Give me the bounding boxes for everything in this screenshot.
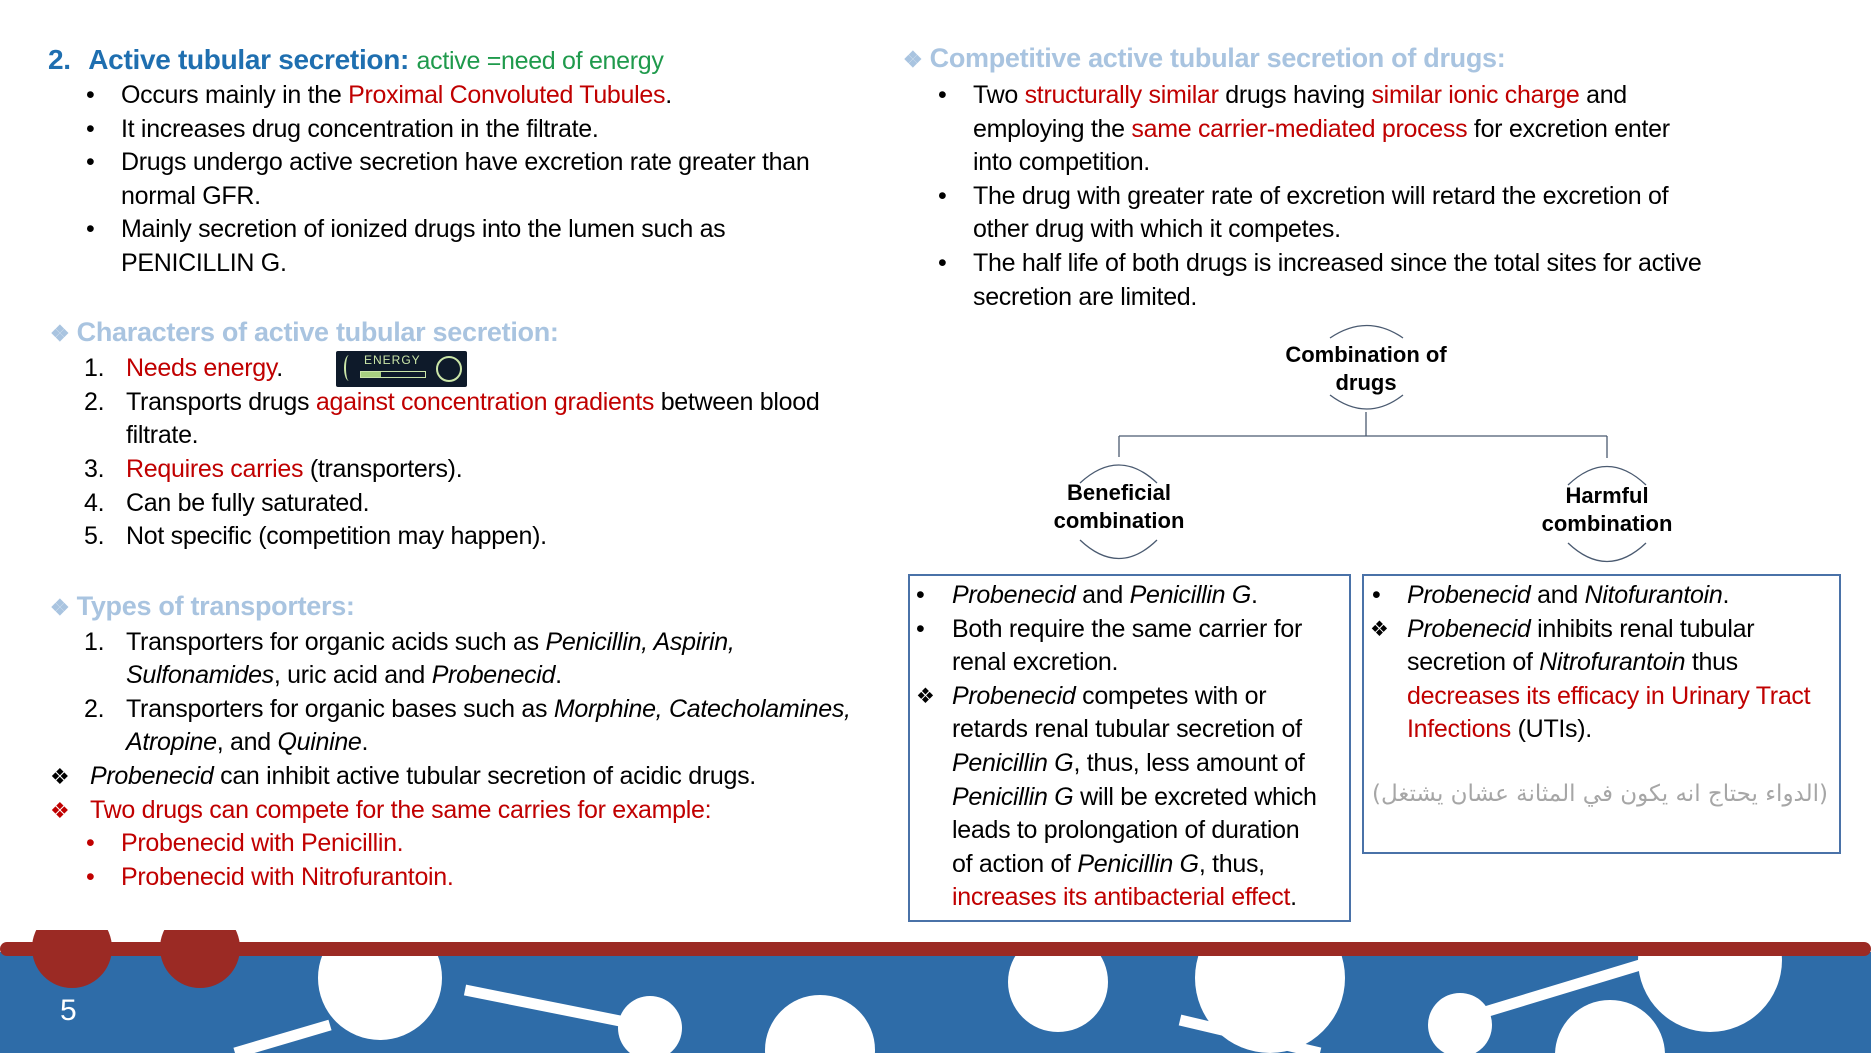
bullet-dot: •	[938, 182, 947, 210]
diamond-bullet-icon: ❖	[916, 685, 935, 708]
list-item-continuation: PENICILLIN G.	[121, 249, 287, 277]
bullet-dot: •	[86, 863, 95, 891]
section-heading-competitive: ❖ Competitive active tubular secretion of drugs:	[903, 43, 1506, 73]
diamond-bullet-icon: ❖	[1370, 618, 1389, 641]
beneficial-combination-box: • Probenecid and Penicillin G. • Both require the same carrier for renal excretion. ❖ Probenecid competes with or retards renal tubular secretion of Penicillin G, thus, less amount of Penicillin G will be excreted which leads to prolongation of duration of action of Penicillin G, thus, increases its antibacterial effect.	[908, 574, 1351, 922]
list-item-continuation: into competition.	[973, 148, 1150, 176]
compete-note: Two drugs can compete for the same carries for example:	[90, 796, 712, 824]
list-item: Drugs undergo active secretion have excretion rate greater than	[121, 148, 810, 176]
list-item: Needs energy.	[126, 354, 283, 382]
list-item-continuation: filtrate.	[126, 421, 199, 449]
harmful-combination-box: • Probenecid and Nitofurantoin. ❖ Probenecid inhibits renal tubular secretion of Nitrofurantoin thus decreases its efficacy in Urinary Tract Infections (UTIs). (الدواء يحتاج انه يكون في المثانة عشان يشتغل)	[1362, 574, 1841, 854]
list-item: The drug with greater rate of excretion will retard the excretion of	[973, 182, 1669, 210]
section-heading-transporters: ❖ Types of transporters:	[50, 591, 355, 621]
bullet-dot: •	[86, 148, 95, 176]
bullet-dot: •	[916, 581, 925, 609]
heading-title: Active tubular secretion:	[88, 44, 410, 75]
list-item: Transporters for organic bases such as Morphine, Catecholamines,	[126, 695, 851, 723]
list-item: Mainly secretion of ionized drugs into the lumen such as	[121, 215, 726, 243]
diagram-node-harmful: Harmful combination	[1541, 483, 1673, 536]
heading-number: 2.	[48, 44, 71, 75]
list-item: Transporters for organic acids such as Penicillin, Aspirin,	[126, 628, 735, 656]
list-item-continuation: Atropine, and Quinine.	[126, 728, 369, 756]
list-item-continuation: employing the same carrier-mediated process for excretion enter	[973, 115, 1670, 143]
diamond-bullet-icon: ❖	[50, 798, 70, 823]
list-item: Can be fully saturated.	[126, 489, 370, 517]
probenecid-note: Probenecid can inhibit active tubular secretion of acidic drugs.	[90, 762, 756, 790]
page-number: 5	[60, 994, 77, 1027]
bullet-dot: •	[938, 81, 947, 109]
list-item-continuation: Sulfonamides, uric acid and Probenecid.	[126, 661, 562, 689]
section-heading-characters: ❖ Characters of active tubular secretion:	[50, 317, 559, 347]
list-item-continuation: other drug with which it competes.	[973, 215, 1341, 243]
diamond-bullet-icon: ❖	[50, 321, 70, 346]
list-item: Requires carries (transporters).	[126, 455, 463, 483]
bullet-dot: •	[1372, 581, 1381, 609]
bullet-dot: •	[86, 115, 95, 143]
bullet-dot: •	[916, 615, 925, 643]
diagram-node-beneficial: Beneficial combination	[1053, 480, 1185, 533]
list-item: Transports drugs against concentration gradients between blood	[126, 388, 820, 416]
energy-battery-icon: ENERGY	[336, 351, 467, 387]
list-item-continuation: normal GFR.	[121, 182, 261, 210]
diagram-node-root: Combination of drugs	[1285, 342, 1447, 395]
list-item: Not specific (competition may happen).	[126, 522, 547, 550]
example-item: Probenecid with Nitrofurantoin.	[121, 863, 454, 891]
list-item: Two structurally similar drugs having similar ionic charge and	[973, 81, 1627, 109]
arabic-note: (الدواء يحتاج انه يكون في المثانة عشان يشتغل)	[1372, 781, 1829, 807]
bullet-dot: •	[86, 215, 95, 243]
diamond-bullet-icon: ❖	[50, 764, 70, 789]
list-item: The half life of both drugs is increased since the total sites for active	[973, 249, 1702, 277]
list-item: It increases drug concentration in the filtrate.	[121, 115, 599, 143]
diamond-bullet-icon: ❖	[903, 47, 923, 72]
bullet-dot: •	[86, 81, 95, 109]
diamond-bullet-icon: ❖	[50, 595, 70, 620]
bullet-dot: •	[938, 249, 947, 277]
molecule-footer-graphic	[0, 930, 1871, 1053]
section-heading-active-secretion	[48, 42, 664, 79]
heading-note: active =need of energy	[416, 47, 664, 75]
list-item-continuation: secretion are limited.	[973, 283, 1198, 311]
list-item: Occurs mainly in the Proximal Convoluted Tubules.	[121, 81, 672, 109]
example-item: Probenecid with Penicillin.	[121, 829, 404, 857]
bullet-dot: •	[86, 829, 95, 857]
